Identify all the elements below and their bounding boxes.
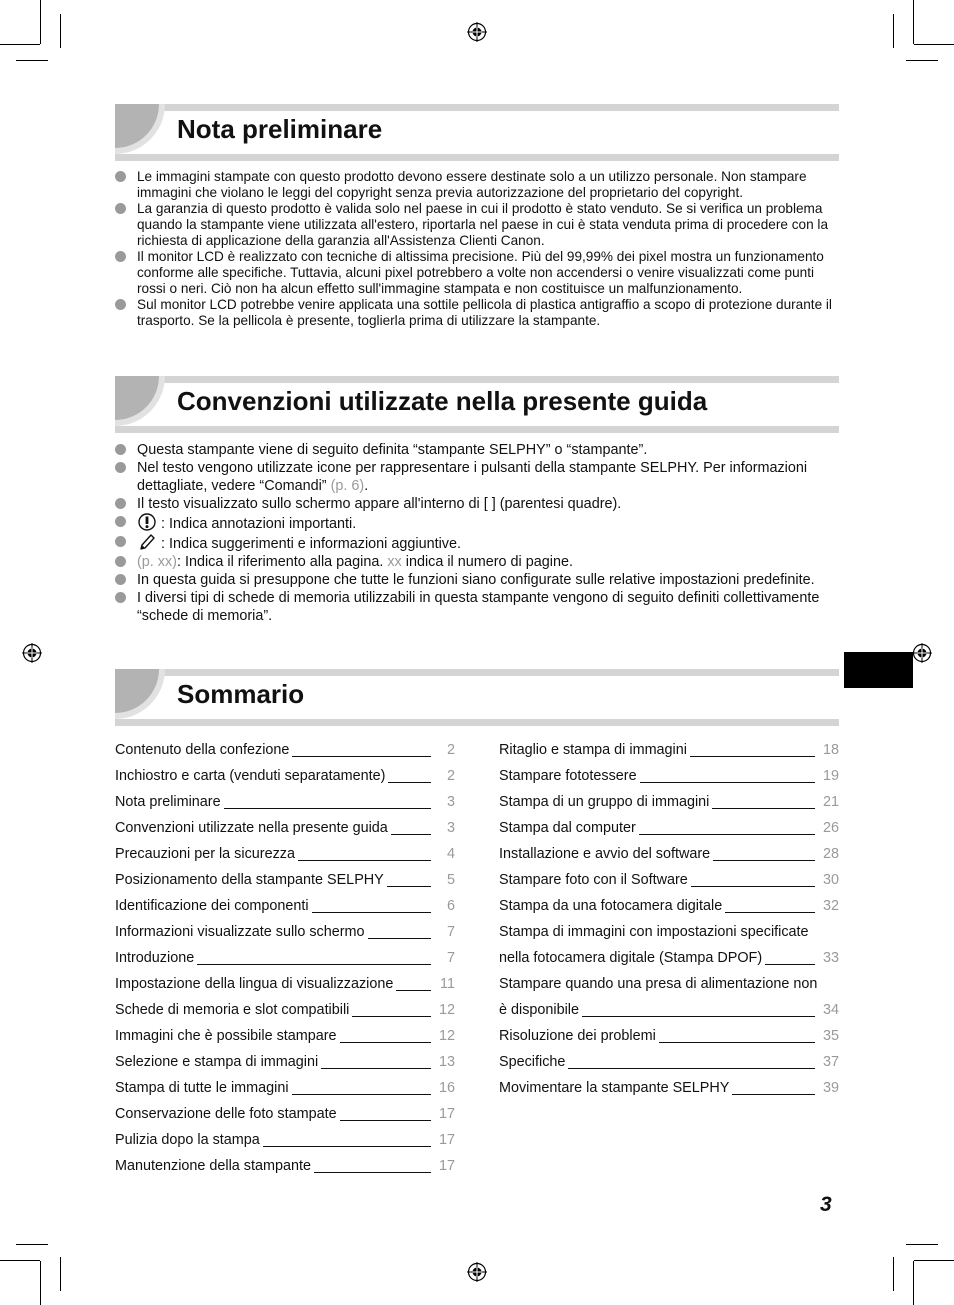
- header-corner-shape: [115, 669, 159, 713]
- toc-page-number: 17: [439, 1132, 456, 1148]
- toc-entry-label: Introduzione: [115, 950, 195, 966]
- header-bar: [115, 104, 839, 111]
- crop-mark: [40, 1261, 41, 1305]
- bullet-icon: [115, 462, 126, 473]
- toc-entry: [115, 893, 455, 919]
- section-title: Nota preliminare: [177, 114, 383, 144]
- toc-entry-label: Schede di memoria e slot compatibili: [115, 1002, 350, 1018]
- toc-page-number: 3: [446, 820, 455, 836]
- registration-mark-icon: [912, 643, 932, 663]
- toc-entry: [115, 789, 455, 815]
- registration-mark-icon: [467, 22, 487, 42]
- toc-entry: [115, 1101, 455, 1127]
- header-corner-shape: [115, 376, 159, 420]
- toc-page-number: 32: [823, 898, 840, 914]
- page-number: 3: [820, 1193, 832, 1216]
- header-bar: [115, 426, 839, 433]
- toc-entry-label: Stampa di tutte le immagini: [115, 1080, 289, 1096]
- toc-entry-label: Stampare foto con il Software: [499, 872, 688, 888]
- toc-leader-line: [197, 945, 431, 965]
- toc-page-number: 12: [439, 1002, 456, 1018]
- crop-mark: [16, 60, 48, 61]
- toc-entry: [499, 971, 839, 997]
- crop-mark: [913, 0, 914, 44]
- toc-entry-label: Installazione e avvio del software: [499, 846, 711, 862]
- bullet-icon: [115, 203, 126, 214]
- bullet-icon: [115, 251, 126, 262]
- toc-entry: [499, 893, 839, 919]
- toc-leader-line: [352, 997, 431, 1017]
- toc-entry: [115, 1023, 455, 1049]
- toc-entry-label: è disponibile: [499, 1002, 580, 1018]
- toc-page-number: 12: [439, 1028, 456, 1044]
- bullet-icon: [115, 536, 126, 547]
- toc-page-number: 30: [823, 872, 840, 888]
- toc-page-number: 18: [823, 742, 840, 758]
- list-item: (p. xx): Indica il riferimento alla pagina. xx indica il numero di pagine.: [115, 553, 839, 571]
- toc-entry: [499, 841, 839, 867]
- toc-leader-line: [292, 737, 431, 757]
- toc-entry-label: Inchiostro e carta (venduti separatamente): [115, 768, 386, 784]
- list-item: Il monitor LCD è realizzato con tecniche di altissima precisione. Più del 99,99% dei pixel mostra un funzionamento conforme alle specifiche. Tuttavia, alcuni pixel potrebbero a volte non accendersi o venire visualizzati come punti rossi o neri. Ciò non ha alcun effetto sull'immagine stampata e non costituisce un malfunzionamento.: [115, 249, 839, 297]
- toc-page-number: 16: [439, 1080, 456, 1096]
- bullet-icon: [115, 498, 126, 509]
- crop-mark: [40, 0, 41, 44]
- list-item: La garanzia di questo prodotto è valida solo nel paese in cui il prodotto è stato venduto. Se si verifica un problema quando la stampante viene utilizzata all'estero, riportarla nel paese in cui è stata venduta prima di procedere con la richiesta di applicazione della garanzia all'Assistenza Clienti Canon.: [115, 201, 839, 249]
- toc-entry-label: Selezione e stampa di immagini: [115, 1054, 319, 1070]
- list-item: I diversi tipi di schede di memoria utilizzabili in questa stampante vengono di seguito definiti collettivamente “schede di memoria”.: [115, 589, 839, 625]
- toc-leader-line: [639, 815, 815, 835]
- toc-leader-line: [321, 1049, 431, 1069]
- toc-page-number: 26: [823, 820, 840, 836]
- toc-leader-line: [713, 841, 815, 861]
- page-reference: (p. xx): [137, 554, 177, 570]
- header-corner-shape: [115, 104, 159, 148]
- toc-leader-line: [387, 867, 431, 887]
- toc-entry: [115, 1153, 455, 1179]
- toc-entry: [115, 971, 455, 997]
- toc-page-number: 34: [823, 1002, 840, 1018]
- toc-entry-label: Risoluzione dei problemi: [499, 1028, 656, 1044]
- toc-entry-label: Stampa di un gruppo di immagini: [499, 794, 710, 810]
- toc-entry-label: Movimentare la stampante SELPHY: [499, 1080, 730, 1096]
- toc-page-number: 35: [823, 1028, 840, 1044]
- toc-entry: [115, 867, 455, 893]
- crop-mark: [914, 1260, 954, 1261]
- toc-leader-line: [568, 1049, 815, 1069]
- toc-entry: [115, 763, 455, 789]
- list-item: In questa guida si presuppone che tutte le funzioni siano configurate sulle relative impostazioni predefinite.: [115, 571, 839, 589]
- toc-leader-line: [690, 737, 815, 757]
- important-note-icon: [137, 513, 157, 531]
- toc-leader-line: [224, 789, 431, 809]
- toc-entry-label: Stampa di immagini con impostazioni specificate: [499, 924, 809, 940]
- crop-mark: [906, 1244, 938, 1245]
- page-reference: (p. 6): [330, 478, 365, 494]
- crop-mark: [60, 14, 61, 48]
- toc-left-column: [115, 737, 455, 1179]
- toc-leader-line: [368, 919, 431, 939]
- toc-entry: [499, 1023, 839, 1049]
- list-item: : Indica annotazioni importanti.: [115, 513, 839, 533]
- toc-leader-line: [263, 1127, 431, 1147]
- convenzioni-list: [115, 441, 839, 625]
- toc-entry-label: Stampare quando una presa di alimentazione non: [499, 976, 818, 992]
- toc-leader-line: [314, 1153, 431, 1173]
- toc-entry: [115, 997, 455, 1023]
- toc-entry: [499, 815, 839, 841]
- list-item: Sul monitor LCD potrebbe venire applicata una sottile pellicola di plastica antigraffio a scopo di protezione durante il trasporto. Se la pellicola è presente, toglierla prima di utilizzare la stampante.: [115, 297, 839, 329]
- toc-page-number: 37: [823, 1054, 840, 1070]
- toc-entry: [499, 1049, 839, 1075]
- crop-mark: [0, 44, 40, 45]
- toc-page-number: 39: [823, 1080, 840, 1096]
- registration-mark-icon: [22, 643, 42, 663]
- bullet-icon: [115, 592, 126, 603]
- nota-list: [115, 169, 839, 329]
- list-item: Nel testo vengono utilizzate icone per rappresentare i pulsanti della stampante SELPHY. Per informazioni dettagliate, vedere “Comandi” (p. 6).: [115, 459, 839, 495]
- list-item: : Indica suggerimenti e informazioni aggiuntive.: [115, 533, 839, 553]
- toc-page-number: 13: [439, 1054, 456, 1070]
- toc-entry: [499, 919, 839, 945]
- toc-leader-line: [659, 1023, 815, 1043]
- toc-entry-label: Stampare fototessere: [499, 768, 637, 784]
- toc-page-number: 21: [823, 794, 840, 810]
- toc-page-number: 5: [446, 872, 455, 888]
- crop-mark: [893, 14, 894, 48]
- toc-page-number: 2: [446, 768, 455, 784]
- toc-leader-line: [765, 945, 815, 965]
- toc-entry-label: Impostazione della lingua di visualizzazione: [115, 976, 394, 992]
- toc-page-number: 33: [823, 950, 840, 966]
- toc-leader-line: [396, 971, 431, 991]
- toc-entry: [499, 997, 839, 1023]
- page-count-placeholder: xx: [387, 554, 402, 570]
- toc-entry-label: Conservazione delle foto stampate: [115, 1106, 337, 1122]
- toc-leader-line: [640, 763, 815, 783]
- bullet-icon: [115, 299, 126, 310]
- toc-entry: [115, 841, 455, 867]
- toc-entry: [499, 763, 839, 789]
- bullet-icon: [115, 516, 126, 527]
- toc-entry: [499, 789, 839, 815]
- toc-entry: [115, 815, 455, 841]
- bullet-icon: [115, 171, 126, 182]
- toc-leader-line: [340, 1101, 431, 1121]
- list-item: Questa stampante viene di seguito definita “stampante SELPHY” o “stampante”.: [115, 441, 839, 459]
- header-bar: [115, 154, 839, 161]
- crop-mark: [906, 60, 938, 61]
- chapter-tab-marker: [844, 652, 913, 688]
- section-header-nota: [115, 104, 839, 161]
- toc-entry-label: Convenzioni utilizzate nella presente guida: [115, 820, 388, 836]
- toc-page-number: 6: [446, 898, 455, 914]
- toc-page-number: 4: [446, 846, 455, 862]
- toc-entry-label: Stampa dal computer: [499, 820, 636, 836]
- bullet-icon: [115, 556, 126, 567]
- toc-leader-line: [340, 1023, 431, 1043]
- section-title: Convenzioni utilizzate nella presente guida: [177, 386, 708, 416]
- list-item: Le immagini stampate con questo prodotto devono essere destinate solo a un utilizzo personale. Non stampare immagini che violano le leggi del copyright senza previa autorizzazione del proprietario del copyright.: [115, 169, 839, 201]
- toc-leader-line: [298, 841, 431, 861]
- toc-entry: [115, 919, 455, 945]
- crop-mark: [0, 1260, 40, 1261]
- section-header-sommario: [115, 669, 839, 726]
- crop-mark: [60, 1257, 61, 1291]
- toc-leader-line: [691, 867, 815, 887]
- toc-entry-label: nella fotocamera digitale (Stampa DPOF): [499, 950, 763, 966]
- toc-entry-label: Immagini che è possibile stampare: [115, 1028, 337, 1044]
- toc-right-column: [499, 737, 839, 1101]
- crop-mark: [913, 1261, 914, 1305]
- toc-page-number: 7: [446, 950, 455, 966]
- toc-entry-label: Stampa da una fotocamera digitale: [499, 898, 723, 914]
- registration-mark-icon: [467, 1262, 487, 1282]
- toc-entry: [499, 1075, 839, 1101]
- toc-entry-label: Identificazione dei componenti: [115, 898, 309, 914]
- toc-leader-line: [712, 789, 815, 809]
- toc-entry: [499, 945, 839, 971]
- toc-page-number: 3: [446, 794, 455, 810]
- header-bar: [115, 669, 839, 676]
- toc-entry-label: Manutenzione della stampante: [115, 1158, 312, 1174]
- toc-page-number: 19: [823, 768, 840, 784]
- toc-page-number: 17: [439, 1158, 456, 1174]
- crop-mark: [914, 44, 954, 45]
- toc-leader-line: [582, 997, 815, 1017]
- toc-entry-label: Precauzioni per la sicurezza: [115, 846, 295, 862]
- toc-entry-label: Contenuto della confezione: [115, 742, 290, 758]
- toc-leader-line: [391, 815, 431, 835]
- header-bar: [115, 719, 839, 726]
- list-item: Il testo visualizzato sullo schermo appare all'interno di [ ] (parentesi quadre).: [115, 495, 839, 513]
- toc-entry: [499, 737, 839, 763]
- toc-entry-label: Pulizia dopo la stampa: [115, 1132, 260, 1148]
- bullet-icon: [115, 444, 126, 455]
- toc-leader-line: [725, 893, 815, 913]
- toc-entry: [499, 867, 839, 893]
- crop-mark: [16, 1244, 48, 1245]
- toc-entry: [115, 737, 455, 763]
- toc-entry: [115, 1075, 455, 1101]
- bullet-icon: [115, 574, 126, 585]
- section-header-convenzioni: [115, 376, 839, 433]
- toc-leader-line: [312, 893, 431, 913]
- toc-page-number: 7: [446, 924, 455, 940]
- toc-leader-line: [732, 1075, 815, 1095]
- toc-page-number: 17: [439, 1106, 456, 1122]
- header-bar: [115, 376, 839, 383]
- toc-page-number: 28: [823, 846, 840, 862]
- toc-entry: [115, 945, 455, 971]
- toc-entry-label: Specifiche: [499, 1054, 566, 1070]
- toc-entry-label: Nota preliminare: [115, 794, 221, 810]
- toc-entry-label: Ritaglio e stampa di immagini: [499, 742, 687, 758]
- toc-leader-line: [292, 1075, 431, 1095]
- toc-entry-label: Posizionamento della stampante SELPHY: [115, 872, 384, 888]
- toc-page-number: 2: [446, 742, 455, 758]
- toc-leader-line: [388, 763, 431, 783]
- section-title: Sommario: [177, 679, 305, 709]
- toc-entry-label: Informazioni visualizzate sullo schermo: [115, 924, 365, 940]
- pencil-hint-icon: [137, 533, 157, 551]
- toc-entry: [115, 1049, 455, 1075]
- toc-entry: [115, 1127, 455, 1153]
- crop-mark: [893, 1257, 894, 1291]
- toc-page-number: 11: [440, 976, 455, 992]
